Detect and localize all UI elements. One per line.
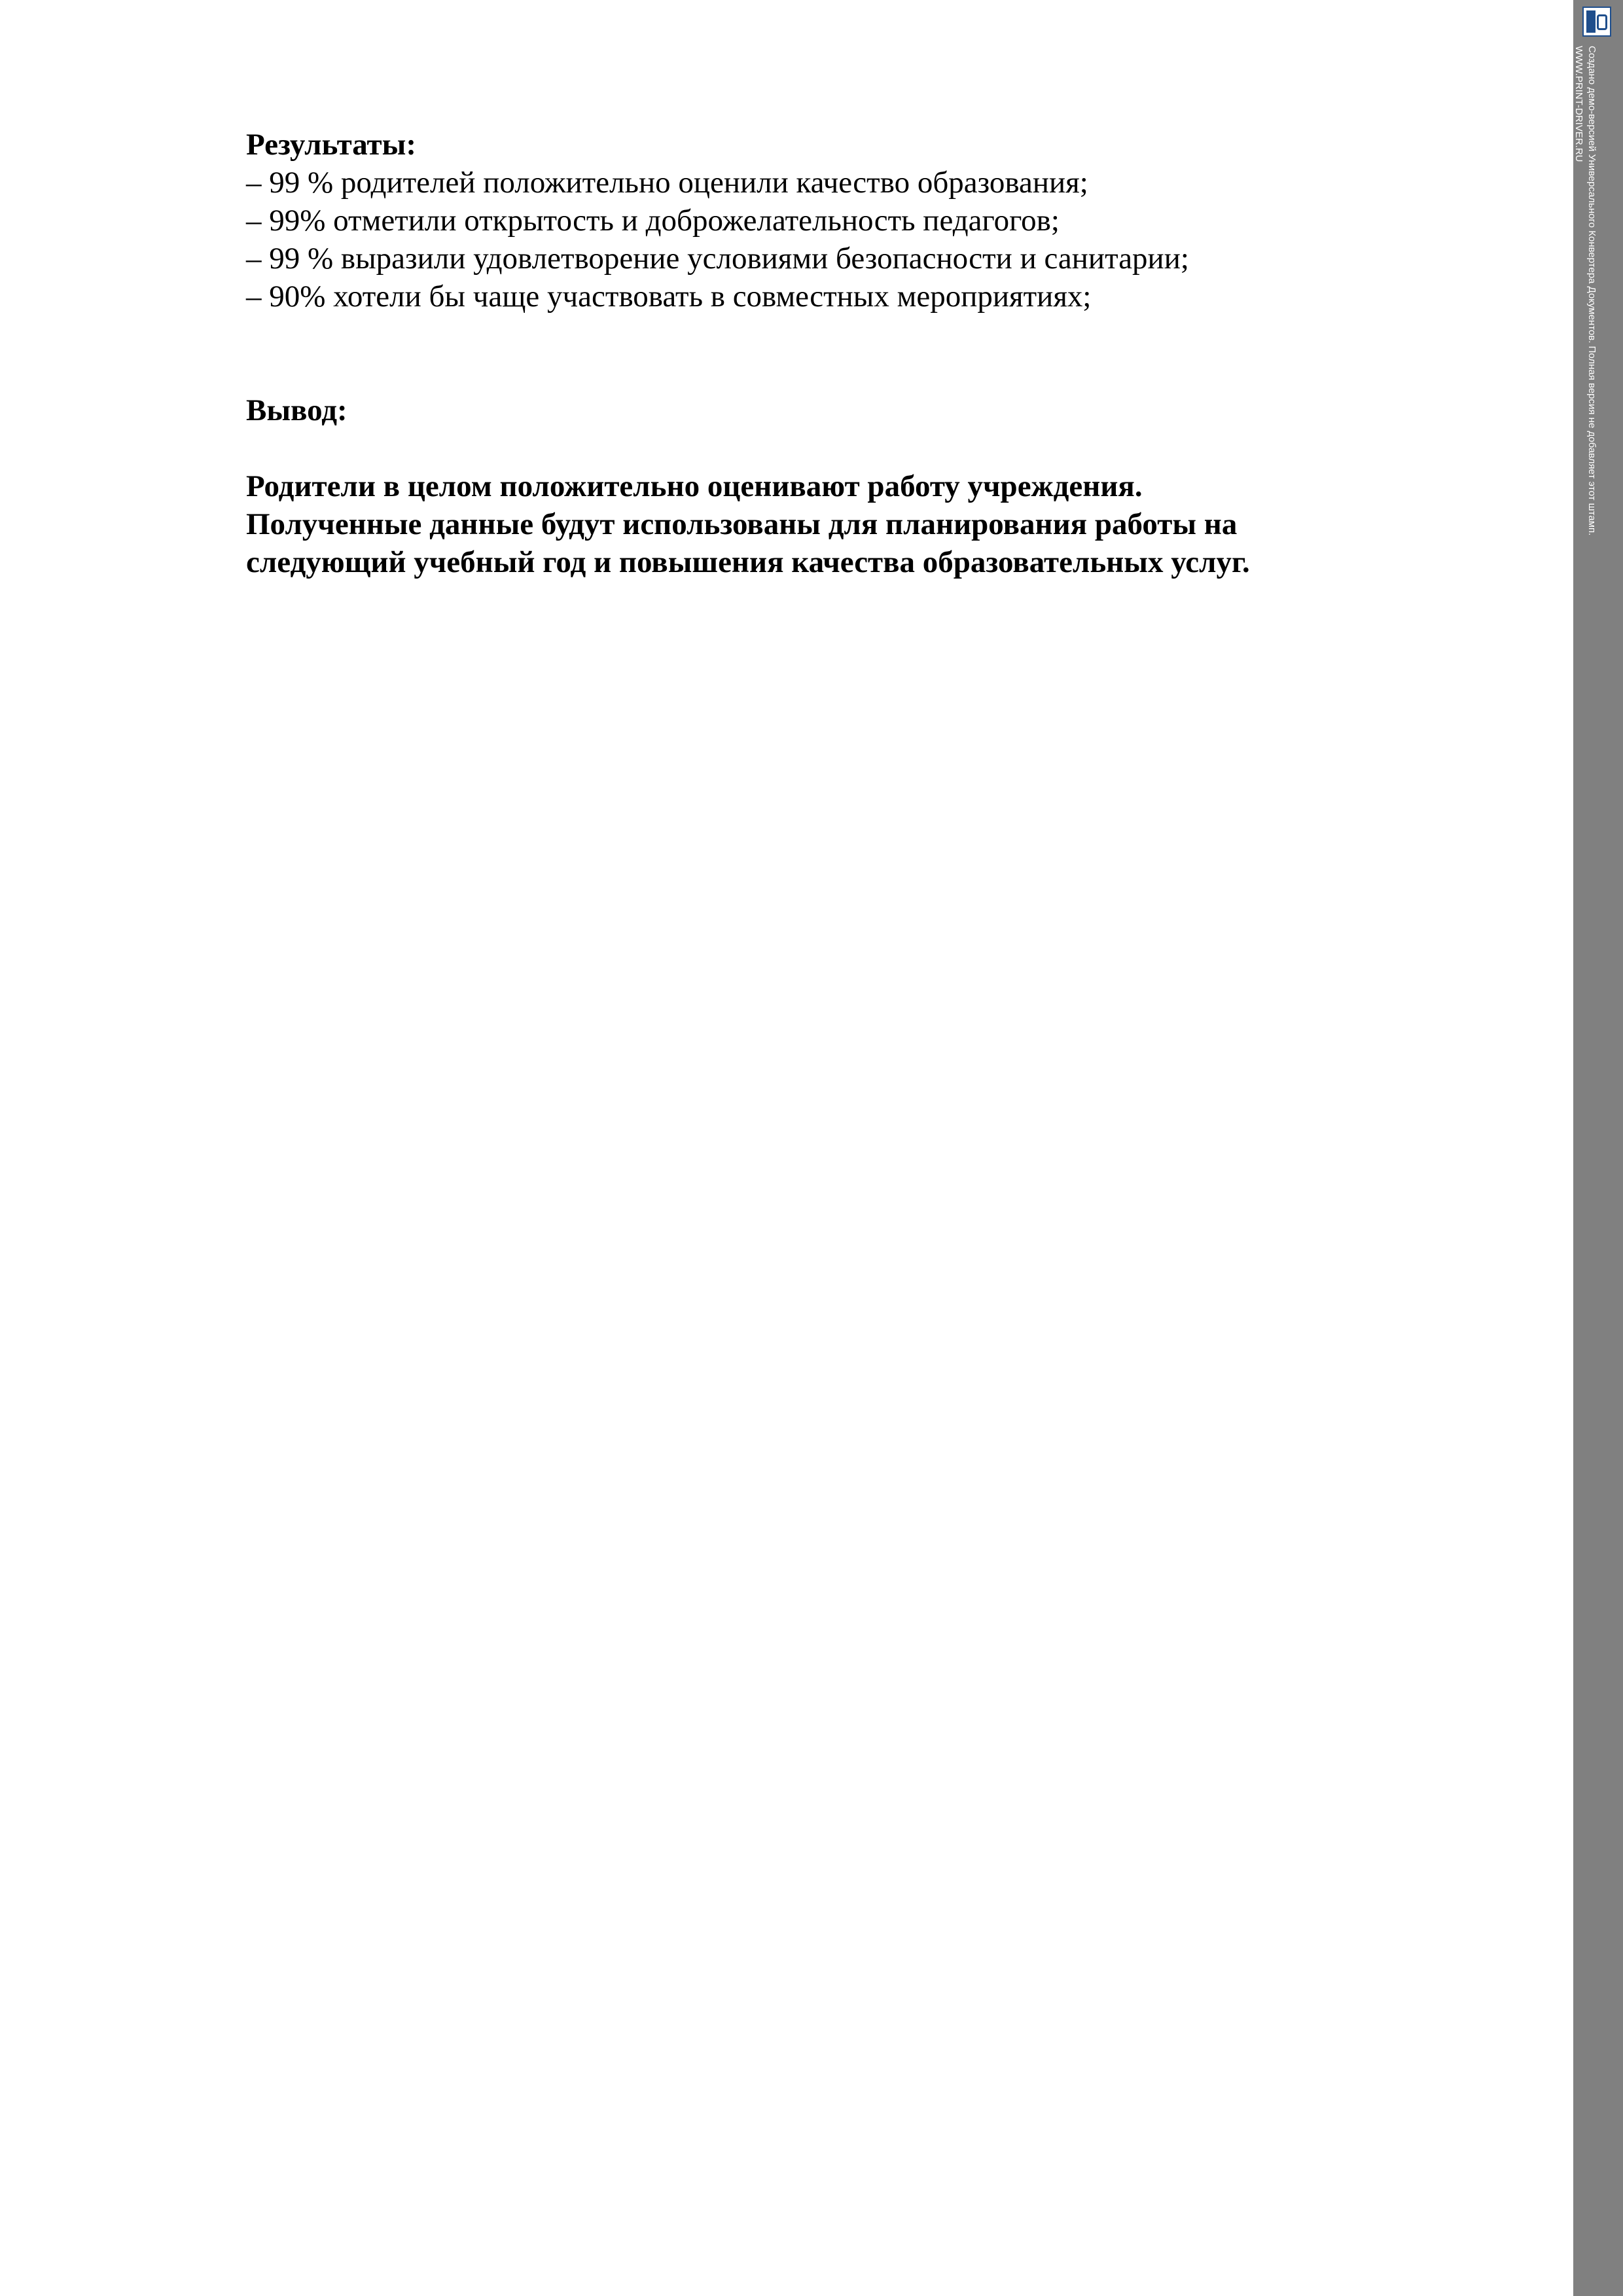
conclusion-heading: Вывод: [246, 393, 348, 427]
results-item: – 99% отметили открытость и доброжелательность педагогов; [246, 204, 1060, 238]
watermark-strip [1573, 0, 1623, 2296]
conclusion-line: следующий учебный год и повышения качества образовательных услуг. [246, 545, 1250, 579]
document-converter-logo-icon [1582, 7, 1611, 37]
conclusion-line: Полученные данные будут использованы для планирования работы на [246, 507, 1238, 541]
conclusion-line: Родители в целом положительно оценивают работу учреждения. [246, 469, 1143, 503]
document-content [246, 126, 1489, 581]
conclusion-text [246, 467, 1489, 581]
watermark-url: WWW.PRINT-DRIVER.RU [1573, 46, 1584, 162]
watermark-line: Создано демо-версией Универсального Конвертера Документов. Полная версия не добавляет этот штамп. [1586, 46, 1597, 536]
spacer [246, 315, 1489, 391]
spacer [246, 429, 1489, 467]
results-heading: Результаты: [246, 128, 416, 162]
watermark-text [1572, 46, 1598, 535]
results-list [246, 164, 1489, 315]
results-item: – 99 % родителей положительно оценили качество образования; [246, 166, 1088, 200]
results-item: – 99 % выразили удовлетворение условиями безопасности и санитарии; [246, 242, 1189, 276]
results-item: – 90% хотели бы чаще участвовать в совместных мероприятиях; [246, 279, 1092, 314]
